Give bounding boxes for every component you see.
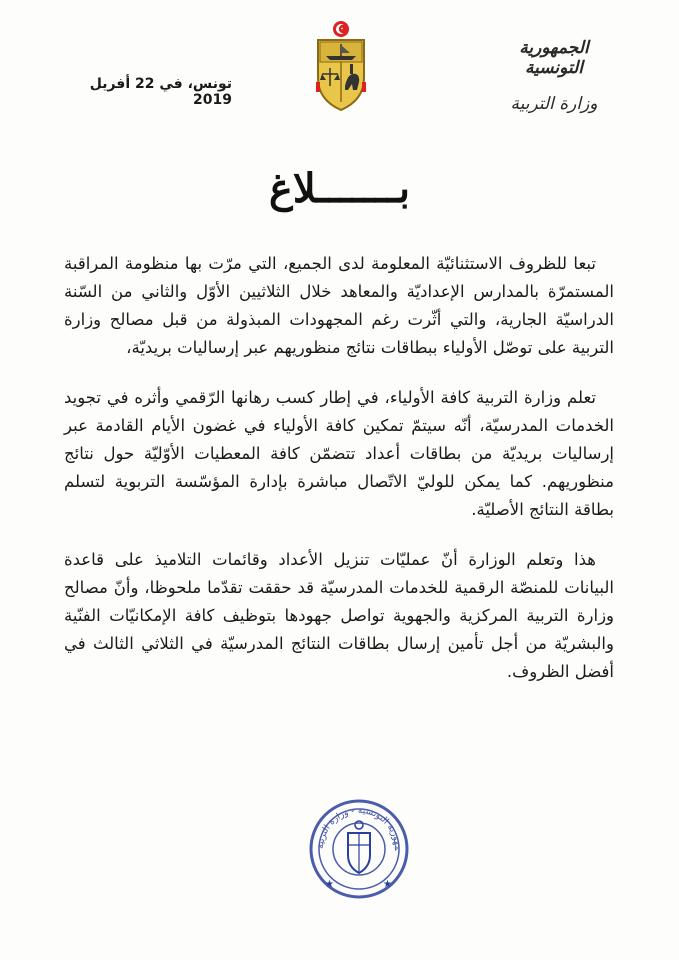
stamp-text: مهورية التونسية - وزارة التربية	[315, 805, 403, 851]
paragraph: تعلم وزارة التربية كافة الأولياء، في إطار كسب رهانها الرّقمي وأثره في تجويد الخدمات المدرسيّة، أنّه سيتمّ تمكين كافة الأولياء في غضون الأيام القادمة عبر إرساليات بريديّة من بطاقات أعداد تتضمّن كافة المعطيات الأوّليّة حول نتائج منظوريهم. كما يمكن للوليّ الاتّصال مباشرة بإدارة المؤسّسة التربوية لتسلم بطاقة النتائج الأصليّة.	[64, 388, 614, 519]
republic-name: الجمهورية التونسية	[519, 38, 589, 78]
official-stamp-icon	[303, 793, 415, 901]
paragraph: تبعا للظروف الاستثنائيّة المعلومة لدى الجميع، التي مرّت بها منظومة المراقبة المستمرّة بالمدارس الإعداديّة والمعاهد خلال الثلاثيين الأوّل والثاني من السّنة الدراسيّة الجارية، والتي أثّرت رغم المجهودات المبذولة من قبل مصالح وزارة التربية على توصّل الأولياء ببطاقات نتائج منظوريهم عبر إرساليات بريديّة،	[64, 254, 614, 357]
ministry-name: وزارة التربية	[510, 94, 598, 114]
document-title: بـــــــلاغ	[269, 165, 410, 212]
paragraph: هذا وتعلم الوزارة أنّ عمليّات تنزيل الأعداد وقائمات التلاميذ على قاعدة البيانات للمنصّة الرقمية للخدمات المدرسيّة قد حققت تقدّما ملحوظا، وأنّ مصالح وزارة التربية المركزية والجهوية تواصل جهودها بتوظيف كافة الإمكانيّات الفنّية والبشريّة من أجل تأمين إرسال بطاقات النتائج المدرسيّة في الثلاثي الثالث في أفضل الظروف.	[64, 550, 614, 681]
svg-text:★: ★	[383, 879, 392, 890]
svg-text:★: ★	[325, 879, 334, 890]
coat-of-arms-icon	[312, 20, 370, 112]
letterhead	[489, 38, 619, 114]
document-body	[64, 250, 614, 708]
date-line: تونس، في 22 أفريل 2019	[89, 76, 232, 108]
